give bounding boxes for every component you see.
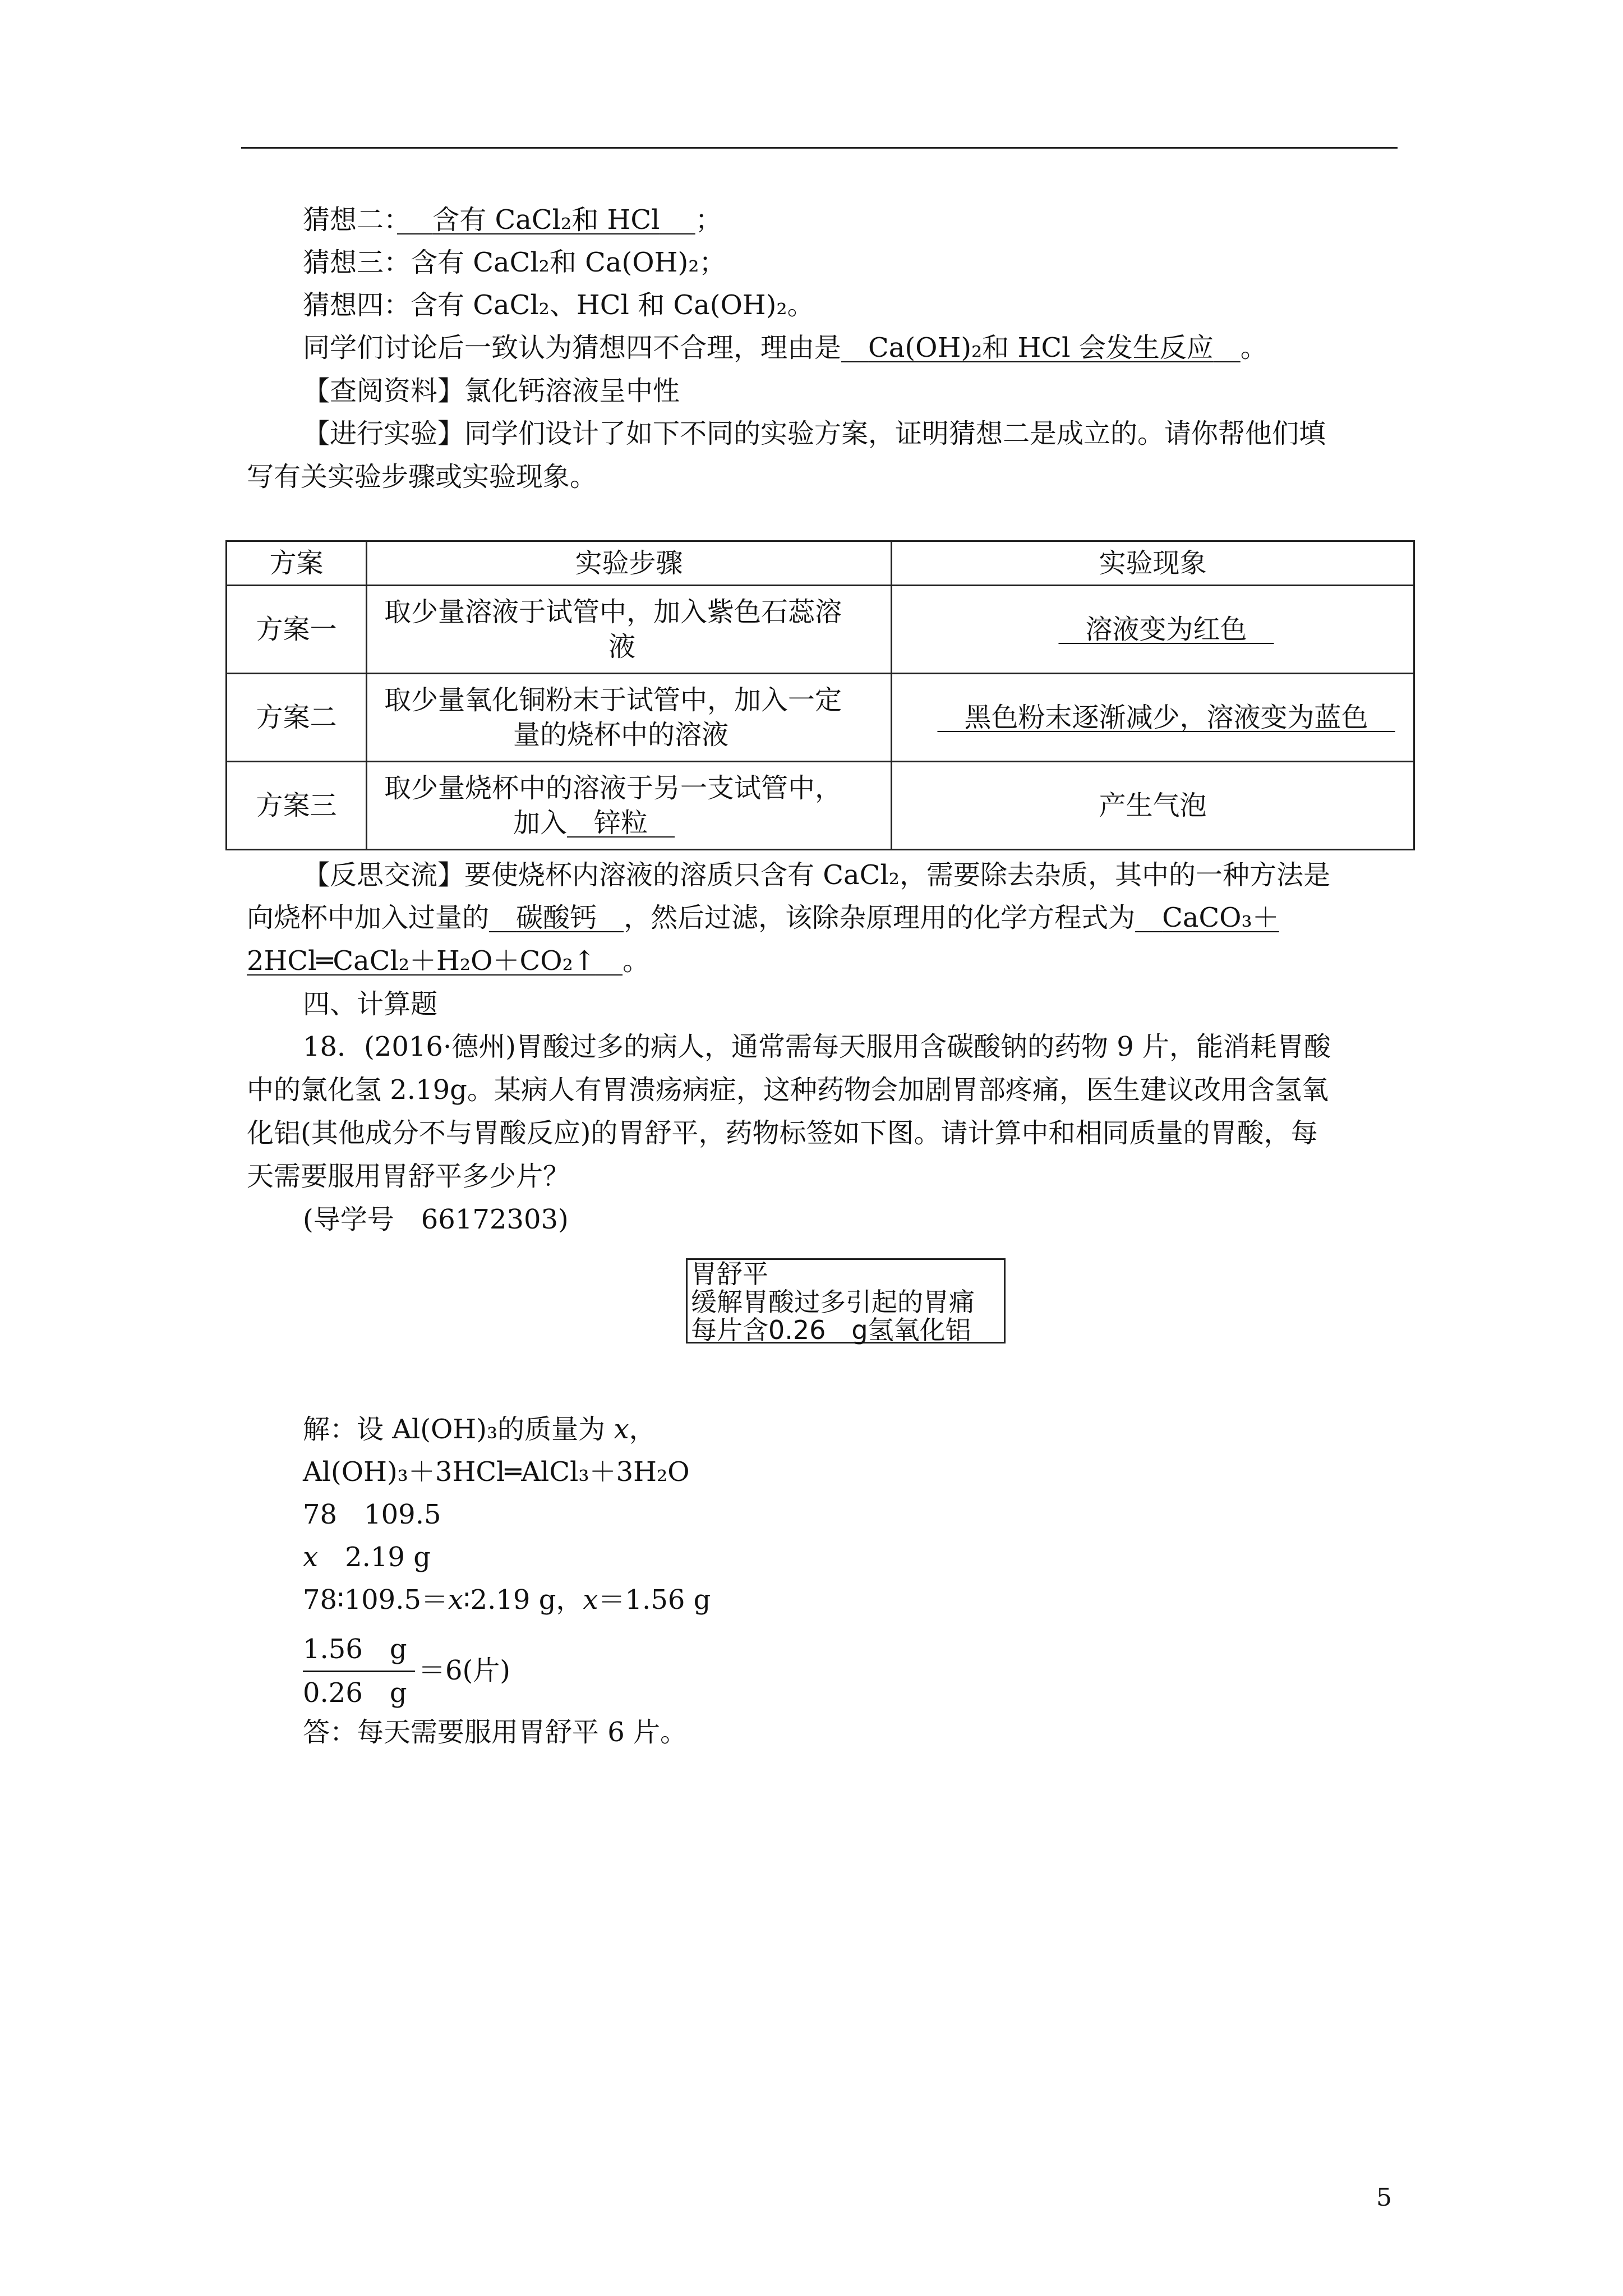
fraction-result: ＝6(片) [418,1655,510,1686]
section-heading: 四、计算题 [303,988,438,1020]
scheme-step: 取少量氧化铜粉末于试管中，加入一定 量的烧杯中的溶液 [367,674,892,762]
drug-name: 胃舒平 [691,1259,768,1289]
scheme-name: 方案一 [227,586,367,674]
fraction-bar [303,1671,415,1672]
info-line: 【查阅资料】氯化钙溶液呈中性 [303,375,680,407]
solution-proportion: 78∶109.5＝x∶2.19 g，x＝1.56 g [303,1584,711,1616]
problem-18-line-3: 化铝(其他成分不与胃酸反应)的胃舒平，药物标签如下图。请计算中和相同质量的胃酸，每 [247,1117,1318,1149]
solution-line-1: 解：设 Al(OH)₃的质量为 x， [303,1414,656,1445]
reflection-line-3: 2HCl═CaCl₂＋H₂O＋CO₂↑ 。 [247,945,650,977]
discussion-line: 同学们讨论后一致认为猜想四不合理，理由是 Ca(OH)₂和 HCl 会发生反应 。 [303,332,1267,364]
table-header: 实验现象 [892,541,1414,586]
table-row [227,586,1414,674]
scheme-name: 方案三 [227,762,367,850]
scheme-name: 方案二 [227,674,367,762]
experiment-intro-1: 【进行实验】同学们设计了如下不同的实验方案，证明猜想二是成立的。请你帮他们填 [303,418,1326,449]
answer-blank: 含有 CaCl₂和 HCl [432,204,660,236]
solution-molar-masses: 78 109.5 [303,1499,441,1530]
answer-blank: 2HCl═CaCl₂＋H₂O＋CO₂↑ [247,945,596,977]
drug-content: 每片含0.26 g氢氧化铝 [691,1315,971,1345]
problem-18-line-4: 天需要服用胃舒平多少片？ [247,1161,570,1192]
answer-blank: CaCO₃＋ [1162,902,1279,933]
experiment-table [225,540,1415,850]
guide-number: (导学号 66172303) [303,1204,569,1235]
table-row [227,762,1414,850]
conjecture-3: 猜想三：含有 CaCl₂和 Ca(OH)₂； [303,247,726,278]
drug-use: 缓解胃酸过多引起的胃痛 [691,1287,975,1317]
section-tag: 【查阅资料】 [303,375,465,407]
fraction-denominator: 0.26 g [303,1677,407,1709]
table-header-row [227,541,1414,586]
problem-18-line-1: 18．(2016·德州)胃酸过多的病人，通常需每天服用含碳酸钠的药物 9 片，能消耗胃酸 [303,1031,1331,1062]
solution-masses: x 2.19 g [303,1542,431,1573]
scheme-step: 取少量烧杯中的溶液于另一支试管中， 加入 锌粒 [367,762,892,850]
answer-blank: Ca(OH)₂和 HCl 会发生反应 [868,332,1214,364]
header-rule [241,147,1398,149]
answer-blank: 黑色粉末逐渐减少，溶液变为蓝色 [964,702,1368,733]
problem-18-line-2: 中的氯化氢 2.19g。某病人有胃溃疡病症，这种药物会加剧胃部疼痛，医生建议改用含氢氧 [247,1074,1329,1106]
experiment-intro-2: 写有关实验步骤或实验现象。 [247,461,597,493]
scheme-step: 取少量溶液于试管中，加入紫色石蕊溶 液 [367,586,892,674]
answer-blank: 碳酸钙 [516,902,597,933]
scheme-observation [892,586,1414,674]
table-header: 实验步骤 [367,541,892,586]
solution-equation: Al(OH)₃＋3HCl═AlCl₃＋3H₂O [303,1456,690,1488]
scheme-observation [892,674,1414,762]
conjecture-2: 猜想二： 含有 CaCl₂和 HCl ； [303,204,722,236]
answer-blank: 溶液变为红色 [1085,614,1247,645]
section-tag: 【进行实验】 [303,418,465,449]
section-tag: 【反思交流】 [303,859,465,891]
scheme-observation: 产生气泡 [892,762,1414,850]
table-row [227,674,1414,762]
answer-blank: 锌粒 [594,807,648,839]
reflection-line-1: 【反思交流】要使烧杯内溶液的溶质只含有 CaCl₂，需要除去杂质，其中的一种方法是 [303,859,1330,891]
drug-label-box [686,1258,1006,1343]
page-number: 5 [1376,2183,1392,2212]
table-header: 方案 [227,541,367,586]
reflection-line-2: 向烧杯中加入过量的 碳酸钙 ，然后过滤，该除杂原理用的化学方程式为 CaCO₃＋ [247,902,1279,933]
conjecture-4: 猜想四：含有 CaCl₂、HCl 和 Ca(OH)₂。 [303,289,814,321]
fraction-numerator: 1.56 g [303,1634,407,1665]
solution-answer: 答：每天需要服用胃舒平 6 片。 [303,1717,688,1748]
